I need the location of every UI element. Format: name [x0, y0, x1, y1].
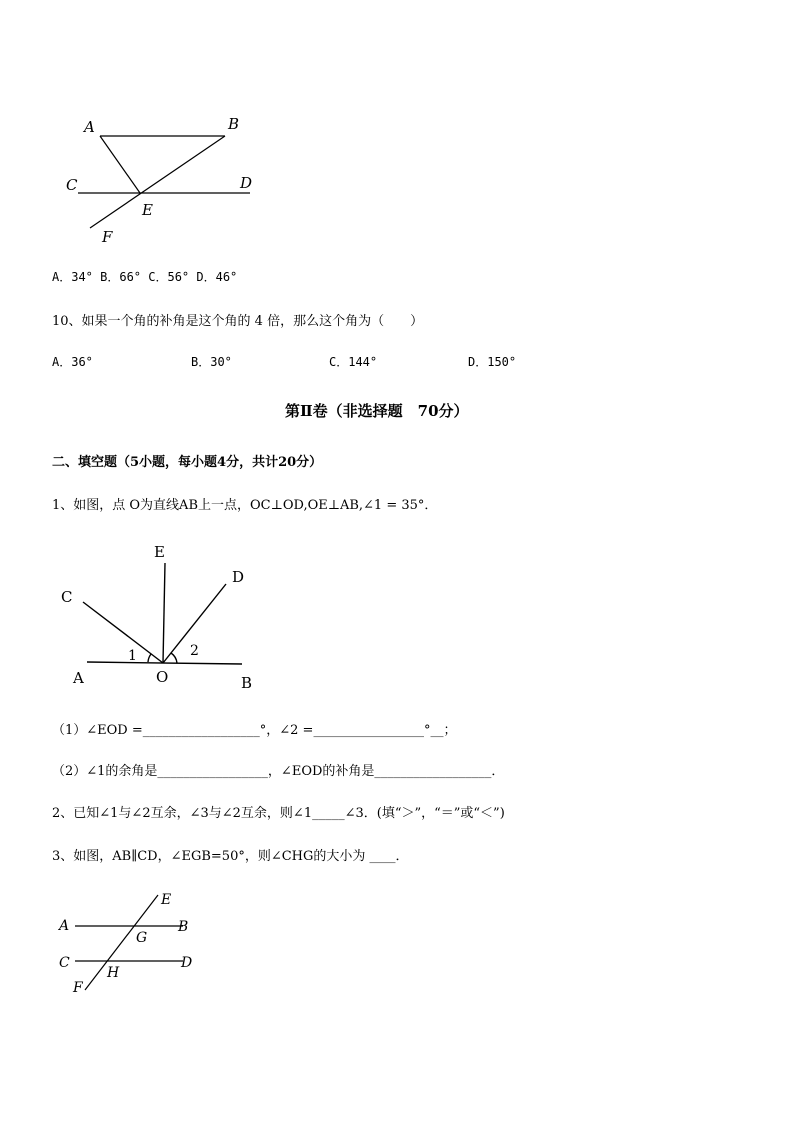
label-e: E	[161, 892, 172, 908]
label-a: A	[73, 669, 84, 687]
label-g: G	[136, 930, 148, 946]
q10-option-a: A．36°	[52, 355, 93, 369]
angle-1-arc	[148, 654, 151, 662]
label-a: A	[59, 918, 70, 934]
part-2-header: 二、填空题（5小题，每小题4分，共计20分）	[52, 455, 323, 470]
label-c: C	[66, 176, 78, 194]
line-ab	[87, 662, 242, 664]
label-e: E	[142, 201, 153, 219]
fill-2: 2、已知∠1与∠2互余，∠3与∠2互余，则∠1_____∠3．(填“＞”，“＝”或“＜”)	[52, 806, 505, 821]
label-angle-1: 1	[128, 648, 137, 664]
segment-ae	[100, 136, 140, 193]
fill-1-stem: 1、如图，点 O为直线AB上一点，OC⊥OD,OE⊥AB,∠1 = 35°．	[52, 498, 438, 513]
label-h: H	[107, 965, 120, 981]
q10-stem: 10、如果一个角的补角是这个角的 4 倍，那么这个角为（ ）	[52, 314, 424, 329]
label-f: F	[102, 228, 113, 246]
q9-options: A．34° B．66° C．56° D．46°	[52, 270, 238, 284]
figure-2	[55, 538, 270, 693]
label-a: A	[84, 118, 95, 136]
q10-option-c: C．144°	[329, 355, 378, 369]
fill-3: 3、如图，AB∥CD，∠EGB=50°，则∠CHG的大小为 ____．	[52, 849, 409, 864]
label-d: D	[181, 955, 193, 971]
label-c: C	[59, 955, 70, 971]
angle-2-arc	[171, 653, 177, 663]
q10-option-b: B．30°	[191, 355, 232, 369]
label-e: E	[154, 543, 165, 561]
label-b: B	[241, 674, 253, 692]
label-angle-2: 2	[190, 643, 199, 659]
section-2-title: 第Ⅱ卷（非选择题 70分）	[285, 402, 469, 420]
label-o: O	[156, 668, 169, 686]
label-d: D	[232, 568, 245, 586]
label-f: F	[73, 980, 83, 996]
label-b: B	[178, 919, 189, 935]
label-c: C	[61, 588, 73, 606]
figure-1	[60, 110, 270, 250]
label-b: B	[228, 115, 240, 133]
label-d: D	[240, 174, 253, 192]
q10-option-d: D．150°	[468, 355, 517, 369]
fill-1-sub-1: （1）∠EOD =__________________°，∠2 =_________________°__；	[52, 723, 457, 738]
fill-1-sub-2: （2）∠1的余角是_________________，∠EOD的补角是__________________．	[52, 764, 505, 779]
ray-oc	[83, 602, 163, 663]
ray-oe	[163, 563, 165, 663]
figure-3	[55, 890, 205, 1000]
